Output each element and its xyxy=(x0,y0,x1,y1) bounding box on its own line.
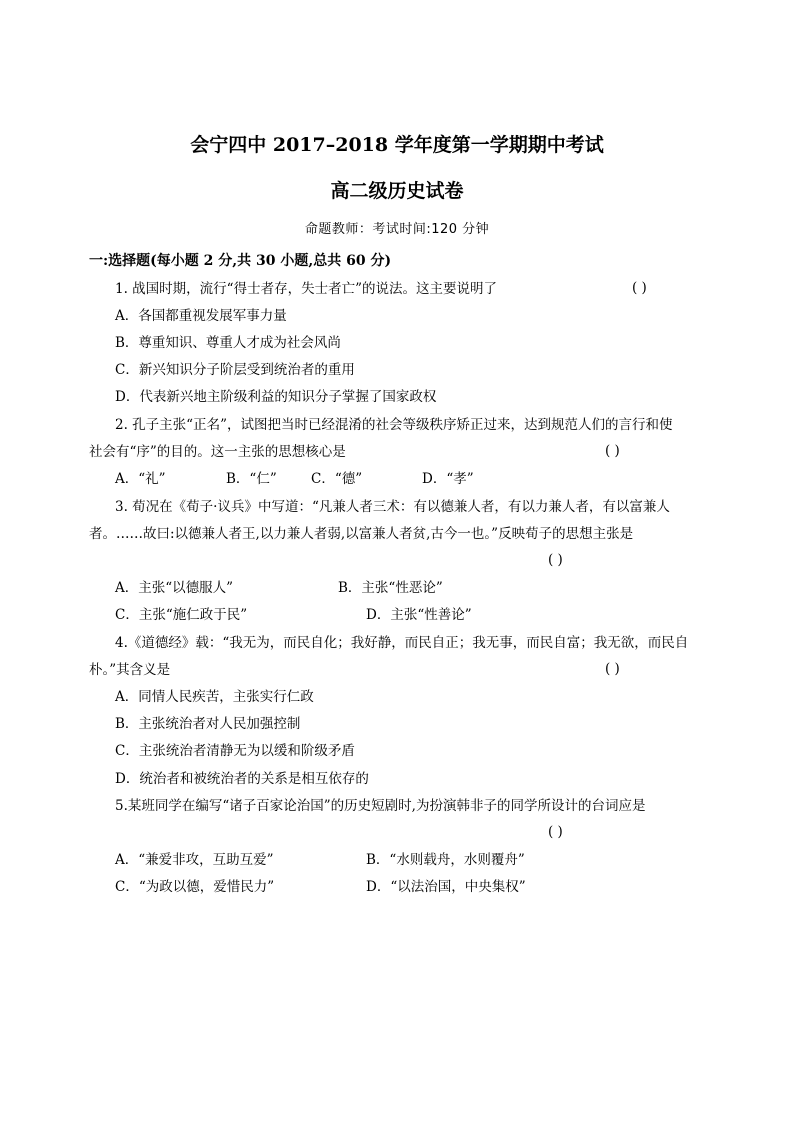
q5-answer-paren: ( ) xyxy=(548,824,563,840)
q4-stem-line1: 4.《道德经》载：“我无为，而民自化；我好静，而民自正；我无事，而民自富；我无欲，而民自 xyxy=(115,635,689,651)
q3-option-b: B．主张“性恶论” xyxy=(338,580,443,596)
exam-meta: 命题教师：考试时间:120 分钟 xyxy=(304,222,490,237)
q3-option-c: C．主张“施仁政于民” xyxy=(115,607,248,623)
section-heading: 一:选择题(每小题 2 分,共 30 小题,总共 60 分) xyxy=(89,253,392,269)
q4-option-a: A．同情人民疾苦，主张实行仁政 xyxy=(115,689,314,705)
q4-option-b: B．主张统治者对人民加强控制 xyxy=(115,716,301,732)
q3-stem-line1: 3. 荀况在《荀子·议兵》中写道：“凡兼人者三术：有以德兼人者，有以力兼人者，有以富兼人 xyxy=(115,499,670,515)
q1-option-c: C．新兴知识分子阶层受到统治者的重用 xyxy=(115,362,355,378)
q3-stem-line2: 者。……故曰:以德兼人者王,以力兼人者弱,以富兼人者贫,古今一也。”反映荀子的思想主张是 xyxy=(89,526,634,542)
q1-answer-paren: ( ) xyxy=(632,280,647,296)
q4-option-c: C．主张统治者清静无为以缓和阶级矛盾 xyxy=(115,743,355,759)
q4-option-d: D．统治者和被统治者的关系是相互依存的 xyxy=(115,771,369,787)
q2-option-c: C．“德” xyxy=(311,471,363,487)
q1-option-a: A．各国都重视发展军事力量 xyxy=(115,308,287,324)
q2-option-b: B．“仁” xyxy=(226,471,277,487)
exam-subtitle: 高二级历史试卷 xyxy=(330,180,464,202)
q5-option-a: A．“兼爱非攻，互助互爱” xyxy=(115,852,274,868)
q2-option-d: D．“孝” xyxy=(422,471,474,487)
q4-stem-line2: 朴。”其含义是 xyxy=(89,662,171,678)
q5-option-d: D．“以法治国，中央集权” xyxy=(366,879,526,895)
q5-option-b: B．“水则载舟，水则覆舟” xyxy=(366,852,525,868)
exam-title: 会宁四中 2017–2018 学年度第一学期期中考试 xyxy=(190,134,604,156)
q5-stem: 5.某班同学在编写“诸子百家论治国”的历史短剧时,为扮演韩非子的同学所设计的台词应是 xyxy=(115,798,646,814)
q3-option-a: A．主张“以德服人” xyxy=(115,580,234,596)
q1-option-d: D．代表新兴地主阶级利益的知识分子掌握了国家政权 xyxy=(115,389,437,405)
q3-answer-paren: ( ) xyxy=(548,552,563,568)
q3-option-d: D．主张“性善论” xyxy=(366,607,472,623)
q2-stem-line1: 2. 孔子主张“正名”，试图把当时已经混淆的社会等级秩序矫正过来，达到规范人们的言行和使 xyxy=(115,417,673,433)
q1-option-b: B．尊重知识、尊重人才成为社会风尚 xyxy=(115,335,341,351)
q2-option-a: A．“礼” xyxy=(115,471,166,487)
q4-answer-paren: ( ) xyxy=(605,661,620,677)
q2-answer-paren: ( ) xyxy=(605,443,620,459)
q1-stem: 1. 战国时期，流行“得士者存，失士者亡”的说法。这主要说明了 xyxy=(115,281,497,297)
q5-option-c: C．“为政以德，爱惜民力” xyxy=(115,879,275,895)
q2-stem-line2: 社会有“序”的目的。这一主张的思想核心是 xyxy=(89,444,346,460)
